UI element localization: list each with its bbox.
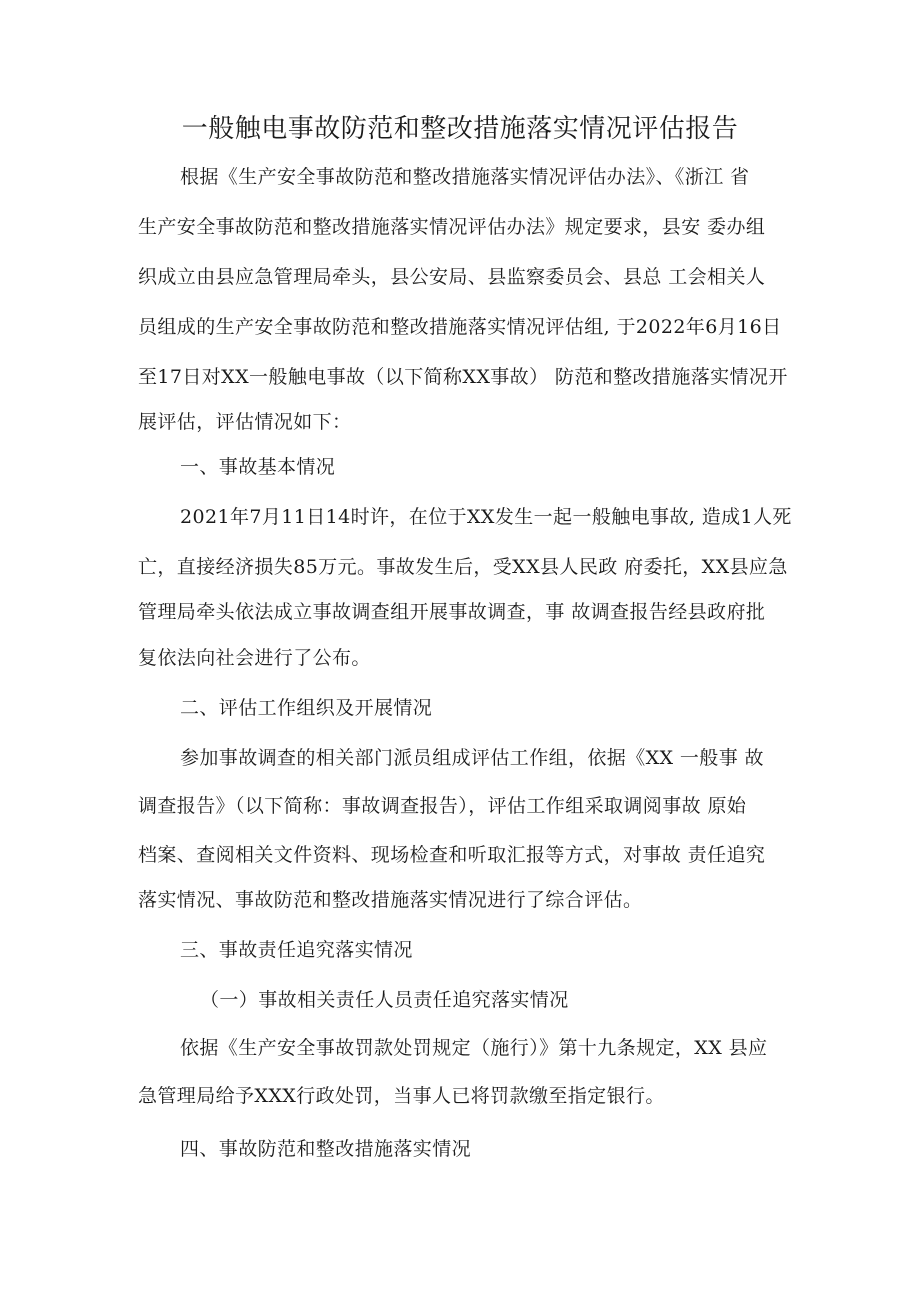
paragraph-line: 员组成的生产安全事故防范和整改措施落实情况评估组, 于2022年6月16日 <box>138 316 782 338</box>
paragraph-line: 织成立由县应急管理局牵头，县公安局、县监察委员会、县总 工会相关人 <box>138 266 766 288</box>
section-heading: 二、评估工作组织及开展情况 <box>180 697 433 719</box>
subsection-heading: （一）事故相关责任人员责任追究落实情况 <box>200 989 569 1011</box>
paragraph-line: 落实情况、事故防范和整改措施落实情况进行了综合评估。 <box>138 889 643 911</box>
paragraph-line: 生产安全事故防范和整改措施落实情况评估办法》规定要求，县安 委办组 <box>138 216 766 238</box>
paragraph-line: 档案、查阅相关文件资料、现场检查和听取汇报等方式，对事故 责任追究 <box>138 844 766 866</box>
paragraph-line: 复依法向社会进行了公布。 <box>138 647 371 669</box>
paragraph-line: 管理局牵头依法成立事故调查组开展事故调查，事 故调查报告经县政府批 <box>138 601 766 623</box>
paragraph-line: 参加事故调查的相关部门派员组成评估工作组，依据《XX 一般事 故 <box>180 747 764 769</box>
paragraph-line: 调查报告》（以下简称：事故调查报告），评估工作组采取调阅事故 原始 <box>138 795 747 817</box>
section-heading: 三、事故责任追究落实情况 <box>180 939 413 961</box>
paragraph-line: 依据《生产安全事故罚款处罚规定（施行）》第十九条规定，XX 县应 <box>180 1037 768 1059</box>
section-heading: 四、事故防范和整改措施落实情况 <box>180 1138 472 1160</box>
section-heading: 一、事故基本情况 <box>180 456 336 478</box>
document-title: 一般触电事故防范和整改措施落实情况评估报告 <box>181 114 739 144</box>
paragraph-line: 急管理局给予XXX行政处罚，当事人已将罚款缴至指定银行。 <box>138 1085 665 1107</box>
paragraph-line: 2021年7月11日14时许，在位于XX发生一起一般触电事故, 造成1人死 <box>180 506 792 528</box>
paragraph-line: 展评估，评估情况如下： <box>138 411 352 433</box>
paragraph-line: 亡，直接经济损失85万元。事故发生后，受XX县人民政 府委托，XX县应急 <box>138 556 788 578</box>
paragraph-line: 至17日对XX一般触电事故（以下简称XX事故） 防范和整改措施落实情况开 <box>138 366 788 388</box>
paragraph-line: 根据《生产安全事故防范和整改措施落实情况评估办法》、《浙江 省 <box>180 166 750 188</box>
